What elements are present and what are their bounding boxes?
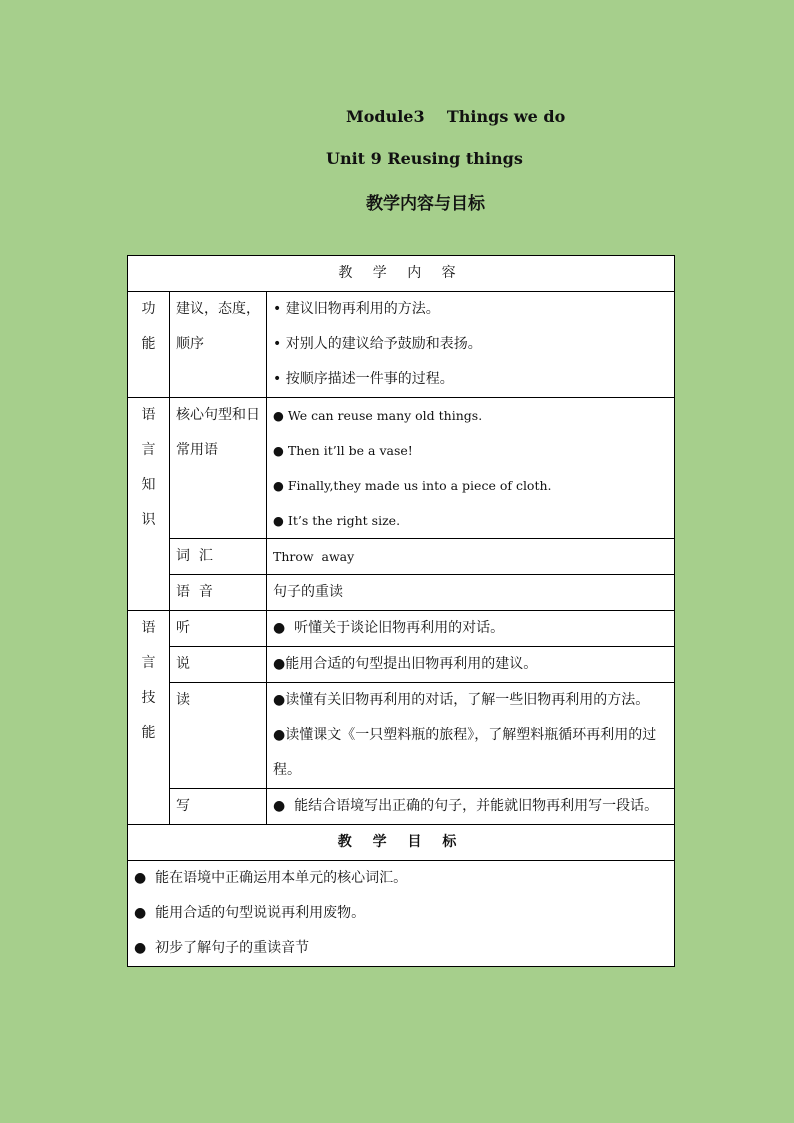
module-title: Module3 Things we do xyxy=(346,107,566,126)
function-label-char: 功 xyxy=(141,301,156,317)
knowledge-label xyxy=(128,398,170,611)
write-label: 写 xyxy=(170,789,267,825)
skills-label-char: 言 xyxy=(141,655,156,671)
goals-heading-row xyxy=(128,825,675,861)
vocab-value: Throw away xyxy=(267,539,675,575)
knowledge-label-char: 识 xyxy=(141,512,156,528)
sentences-label: 核心句型和日常用语 xyxy=(170,398,267,539)
read-item: ●读懂课文《一只塑料瓶的旅程》，了解塑料瓶循环再利用的过程。 xyxy=(273,727,657,778)
sentence-item: ● Finally,they made us into a piece of cloth. xyxy=(273,478,552,493)
skills-label-char: 语 xyxy=(141,620,156,636)
goals-row xyxy=(128,861,675,967)
knowledge-label-char: 知 xyxy=(141,477,156,493)
goal-item: ● 能用合适的句型说说再利用废物。 xyxy=(134,905,366,921)
phonics-label: 语 音 xyxy=(170,575,267,611)
goal-item: ● 能在语境中正确运用本单元的核心词汇。 xyxy=(134,870,408,886)
speak-value: ●能用合适的句型提出旧物再利用的建议。 xyxy=(267,647,675,683)
function-label-char: 能 xyxy=(141,336,156,352)
function-row xyxy=(128,292,675,398)
content-heading: 教 学 内 容 xyxy=(128,256,675,292)
sentences-row xyxy=(128,398,675,539)
listen-value: ● 听懂关于谈论旧物再利用的对话。 xyxy=(267,611,675,647)
sentence-item: ● Then it’ll be a vase! xyxy=(273,443,413,458)
teaching-content-table xyxy=(127,255,675,967)
goal-item: ● 初步了解句子的重读音节 xyxy=(134,940,310,956)
sentence-item: ● We can reuse many old things. xyxy=(273,408,483,423)
read-label: 读 xyxy=(170,683,267,789)
content-heading-row xyxy=(128,256,675,292)
sentence-item: ● It’s the right size. xyxy=(273,513,401,528)
goals-list xyxy=(128,861,675,967)
write-row xyxy=(128,789,675,825)
section-title: 教学内容与目标 xyxy=(366,194,485,214)
skills-label xyxy=(128,611,170,825)
read-row xyxy=(128,683,675,789)
phonics-value: 句子的重读 xyxy=(267,575,675,611)
knowledge-label-char: 语 xyxy=(141,407,156,423)
phonics-row xyxy=(128,575,675,611)
vocab-row xyxy=(128,539,675,575)
function-sub: 建议，态度，顺序 xyxy=(170,292,267,398)
listen-label: 听 xyxy=(170,611,267,647)
sentences-list xyxy=(267,398,675,539)
speak-label: 说 xyxy=(170,647,267,683)
function-items xyxy=(267,292,675,398)
knowledge-label-char: 言 xyxy=(141,442,156,458)
skills-label-char: 技 xyxy=(141,690,156,706)
vocab-label: 词 汇 xyxy=(170,539,267,575)
speak-row xyxy=(128,647,675,683)
write-value: ● 能结合语境写出正确的句子，并能就旧物再利用写一段话。 xyxy=(267,789,675,825)
read-value xyxy=(267,683,675,789)
read-item: ●读懂有关旧物再利用的对话，了解一些旧物再利用的方法。 xyxy=(273,692,650,708)
skills-label-char: 能 xyxy=(141,725,156,741)
function-label xyxy=(128,292,170,398)
listen-row xyxy=(128,611,675,647)
unit-title: Unit 9 Reusing things xyxy=(326,149,523,168)
function-item: • 按顺序描述一件事的过程。 xyxy=(273,371,454,387)
function-item: • 建议旧物再利用的方法。 xyxy=(273,301,440,317)
goals-heading: 教 学 目 标 xyxy=(128,825,675,861)
function-item: • 对别人的建议给予鼓励和表扬。 xyxy=(273,336,482,352)
